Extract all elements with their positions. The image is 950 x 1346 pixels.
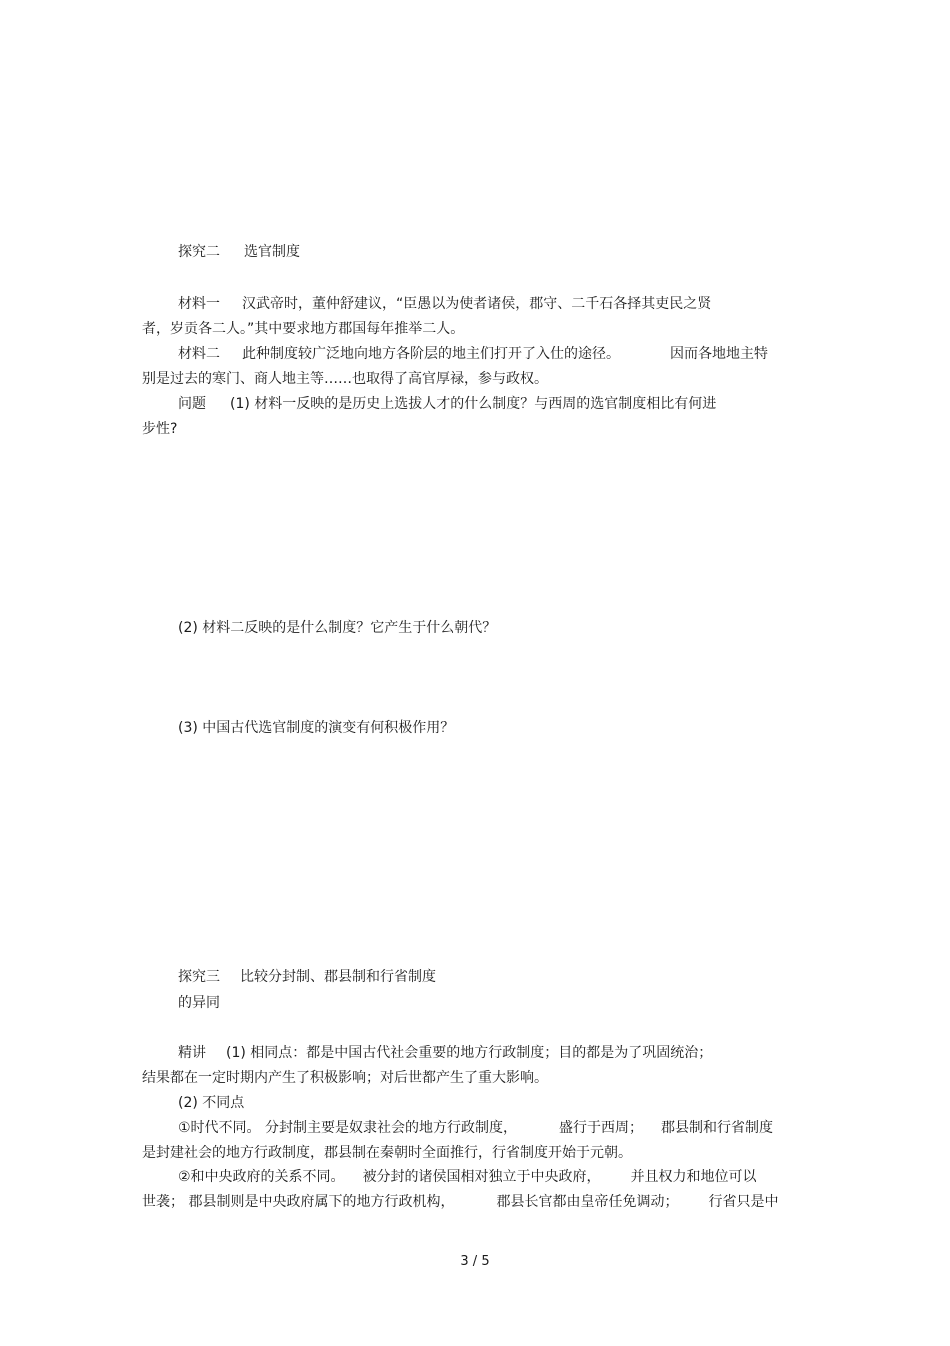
material-label: 材料一	[178, 296, 220, 312]
paragraph-text: 行省只是中	[708, 1194, 779, 1210]
material-label: 材料二	[178, 346, 220, 362]
question-line: 步性?	[142, 421, 178, 437]
question-line: (2) 材料二反映的是什么制度？它产生于什么朝代？	[178, 620, 497, 636]
section-title: 选官制度	[244, 244, 300, 260]
question-text: (1) 材料一反映的是历史上选拔人才的什么制度？与西周的选官制度相比有何进	[230, 396, 717, 412]
paragraph-text: 郡县长官都由皇帝任免调动；	[496, 1194, 679, 1210]
page-number: 3 / 5	[460, 1254, 490, 1269]
section-title-cont: 的异同	[178, 995, 220, 1011]
paragraph-line	[178, 1044, 712, 1062]
paragraph-text: (1) 相同点：都是中国古代社会重要的地方行政制度；目的都是为了巩固统治；	[226, 1045, 713, 1061]
section-heading	[178, 243, 300, 261]
section-label: 探究三	[178, 969, 220, 985]
paragraph-text: 郡县制和行省制度	[661, 1120, 773, 1136]
paragraph-text: 盛行于西周；	[559, 1120, 643, 1136]
material-text: 此种制度较广泛地向地方各阶层的地主们打开了入仕的途径。	[242, 346, 620, 362]
jingjiang-label: 精讲	[178, 1045, 206, 1061]
section-heading	[178, 968, 436, 986]
section-label: 探究二	[178, 244, 220, 260]
material-text: 汉武帝时，董仲舒建议，“臣愚以为使者诸侯，郡守、二千石各择其吏民之贤	[242, 296, 712, 312]
question-label: 问题	[178, 396, 206, 412]
question-line	[178, 395, 716, 413]
paragraph-line: (2) 不同点	[178, 1095, 245, 1111]
paragraph-line	[142, 1193, 778, 1211]
material-text: 因而各地地主特	[670, 346, 768, 362]
paragraph-text: 被分封的诸侯国相对独立于中央政府，	[362, 1169, 601, 1185]
section-title: 比较分封制、郡县制和行省制度	[240, 969, 436, 985]
paragraph-text: 并且权力和地位可以	[630, 1169, 757, 1185]
paragraph-text: ①时代不同。 分封制主要是奴隶社会的地方行政制度，	[178, 1120, 517, 1136]
paragraph-line: 别是过去的寒门、商人地主等……也取得了高官厚禄，参与政权。	[142, 371, 548, 387]
paragraph-line	[178, 295, 711, 313]
paragraph-line: 者，岁贡各二人。”其中要求地方郡国每年推举二人。	[142, 321, 465, 337]
paragraph-line: 结果都在一定时期内产生了积极影响；对后世都产生了重大影响。	[142, 1070, 548, 1086]
paragraph-text: ②和中央政府的关系不同。	[178, 1169, 345, 1185]
paragraph-text: 世袭； 郡县制则是中央政府属下的地方行政机构，	[142, 1194, 455, 1210]
paragraph-line	[178, 1119, 773, 1137]
paragraph-line: 是封建社会的地方行政制度，郡县制在秦朝时全面推行，行省制度开始于元朝。	[142, 1145, 632, 1161]
paragraph-line	[178, 1168, 757, 1186]
question-line: (3) 中国古代选官制度的演变有何积极作用？	[178, 720, 455, 736]
paragraph-line	[178, 345, 768, 363]
